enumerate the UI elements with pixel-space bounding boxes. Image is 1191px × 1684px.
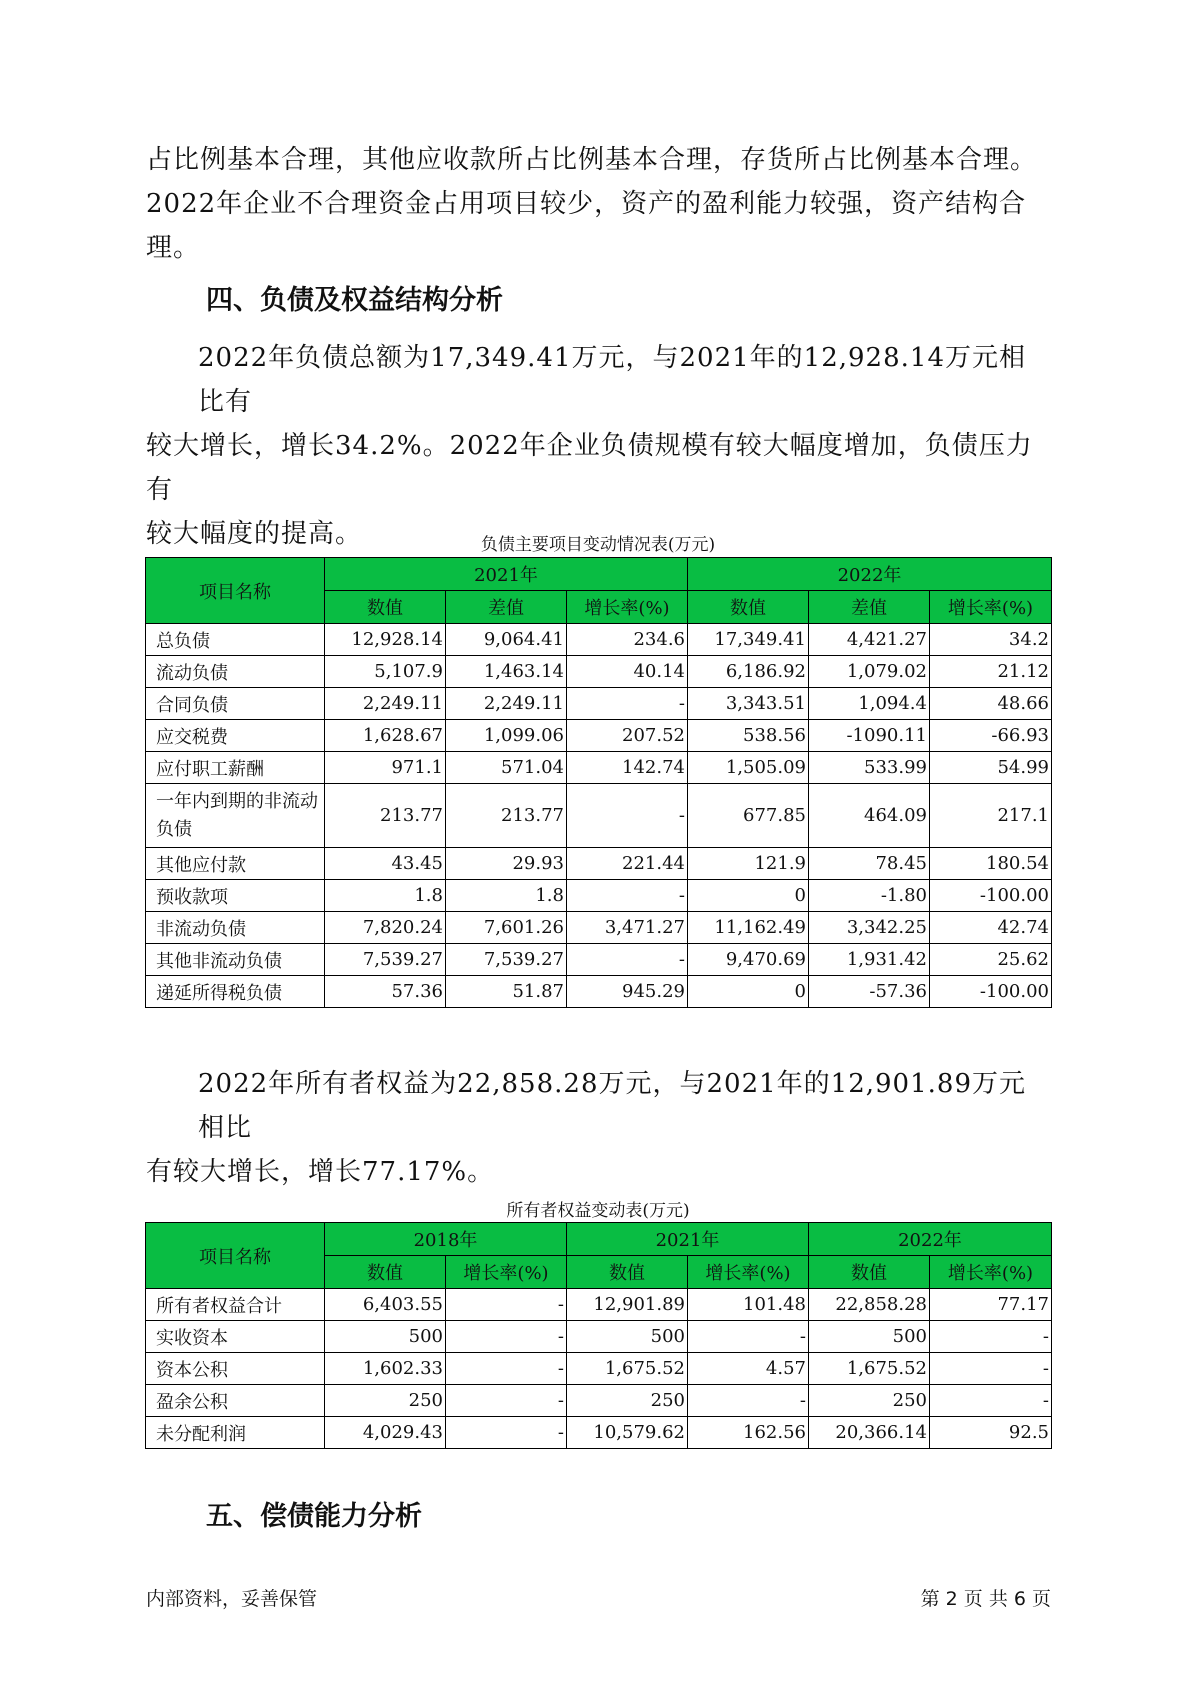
section-heading-liability-equity: 四、负债及权益结构分析 [206,285,503,316]
table-row [146,784,1052,848]
year-header: 2021年 [567,1223,809,1256]
row-value-cell: 5,107.9 [325,656,446,688]
row-value-cell: 12,901.89 [567,1289,688,1321]
row-value-cell: 1.8 [325,880,446,912]
row-value-cell: 500 [567,1321,688,1353]
row-value-cell: 57.36 [325,976,446,1008]
row-value-cell: 7,539.27 [446,944,567,976]
table-row [146,624,1052,656]
row-value-cell: 42.74 [930,912,1052,944]
row-value-cell: 9,470.69 [688,944,809,976]
row-value-cell: 3,342.25 [809,912,930,944]
row-value-cell: 12,928.14 [325,624,446,656]
row-value-cell: 10,579.62 [567,1417,688,1449]
row-value-cell: 40.14 [567,656,688,688]
row-value-cell: 101.48 [688,1289,809,1321]
table-row [146,944,1052,976]
row-value-cell: 1.8 [446,880,567,912]
sub-header: 数值 [567,1256,688,1289]
table-row [146,976,1052,1008]
row-value-cell: 180.54 [930,848,1052,880]
row-value-cell: 1,931.42 [809,944,930,976]
row-value-cell: -100.00 [930,976,1052,1008]
year-header: 2022年 [809,1223,1052,1256]
row-value-cell: - [567,688,688,720]
row-value-cell: - [567,784,688,848]
row-value-cell: 1,628.67 [325,720,446,752]
footer-page-number: 第 2 页 共 6 页 [920,1588,1051,1610]
row-value-cell: 43.45 [325,848,446,880]
row-value-cell: - [688,1385,809,1417]
row-value-cell: 0 [688,880,809,912]
row-value-cell: 533.99 [809,752,930,784]
row-value-cell: 6,403.55 [325,1289,446,1321]
row-value-cell: 142.74 [567,752,688,784]
equity-table-caption: 所有者权益变动表(万元) [506,1201,690,1221]
intro-line: 占比例基本合理，其他应收款所占比例基本合理，存货所占比例基本合理。 [146,145,1038,175]
row-value-cell: 0 [688,976,809,1008]
row-value-cell: - [567,880,688,912]
row-value-cell: 500 [809,1321,930,1353]
row-value-cell: -66.93 [930,720,1052,752]
row-value-cell: - [446,1289,567,1321]
table-row [146,1417,1052,1449]
table-row [146,720,1052,752]
row-item-name: 资本公积 [146,1353,325,1385]
liability-table [145,557,1052,1008]
row-item-name: 盈余公积 [146,1385,325,1417]
row-value-cell: 207.52 [567,720,688,752]
row-item-name: 预收款项 [146,880,325,912]
row-value-cell: - [930,1321,1052,1353]
row-value-cell: 34.2 [930,624,1052,656]
row-value-cell: 7,539.27 [325,944,446,976]
row-value-cell: - [446,1385,567,1417]
row-value-cell: 4,421.27 [809,624,930,656]
row-value-cell: 221.44 [567,848,688,880]
row-value-cell: 4,029.43 [325,1417,446,1449]
row-value-cell: 250 [809,1385,930,1417]
table-row [146,1385,1052,1417]
liability-line: 较大增长，增长34.2%。2022年企业负债规模有较大幅度增加，负债压力有 [146,431,1033,505]
row-item-name: 其他应付款 [146,848,325,880]
year-header: 2022年 [688,558,1052,591]
sub-header: 数值 [325,1256,446,1289]
table-row [146,1321,1052,1353]
liability-table-caption: 负债主要项目变动情况表(万元) [480,535,716,555]
row-value-cell: 945.29 [567,976,688,1008]
year-header: 2021年 [325,558,688,591]
row-value-cell: 7,601.26 [446,912,567,944]
equity-paragraph [146,1062,1046,1194]
row-value-cell: 3,343.51 [688,688,809,720]
row-value-cell: 213.77 [325,784,446,848]
table-row [146,752,1052,784]
row-item-name: 应交税费 [146,720,325,752]
liability-line: 较大幅度的提高。 [146,519,363,549]
item-name-header: 项目名称 [146,558,325,624]
row-value-cell: 1,505.09 [688,752,809,784]
row-value-cell: 677.85 [688,784,809,848]
row-item-name: 其他非流动负债 [146,944,325,976]
row-value-cell: - [446,1321,567,1353]
sub-header: 增长率(%) [930,1256,1052,1289]
row-value-cell: 7,820.24 [325,912,446,944]
row-value-cell: 22,858.28 [809,1289,930,1321]
row-value-cell: 1,099.06 [446,720,567,752]
table-row [146,848,1052,880]
year-header: 2018年 [325,1223,567,1256]
row-value-cell: 538.56 [688,720,809,752]
row-value-cell: 1,675.52 [809,1353,930,1385]
row-value-cell: 2,249.11 [325,688,446,720]
sub-header: 增长率(%) [446,1256,567,1289]
row-value-cell: 17,349.41 [688,624,809,656]
row-value-cell: 51.87 [446,976,567,1008]
row-value-cell: -100.00 [930,880,1052,912]
row-value-cell: 971.1 [325,752,446,784]
row-item-name: 非流动负债 [146,912,325,944]
equity-table [145,1222,1052,1449]
row-value-cell: -1.80 [809,880,930,912]
row-value-cell: 217.1 [930,784,1052,848]
row-value-cell: 29.93 [446,848,567,880]
row-value-cell: 4.57 [688,1353,809,1385]
row-value-cell: 9,064.41 [446,624,567,656]
liability-line: 2022年负债总额为17,349.41万元，与2021年的12,928.14万元相比有 [198,343,1026,417]
row-value-cell: 464.09 [809,784,930,848]
row-value-cell: 250 [325,1385,446,1417]
row-value-cell: 213.77 [446,784,567,848]
row-item-name: 所有者权益合计 [146,1289,325,1321]
row-item-name: 流动负债 [146,656,325,688]
intro-paragraph [146,138,1046,270]
row-value-cell: 54.99 [930,752,1052,784]
row-value-cell: 500 [325,1321,446,1353]
row-value-cell: -1090.11 [809,720,930,752]
row-value-cell: 1,094.4 [809,688,930,720]
row-value-cell: - [567,944,688,976]
row-item-name: 递延所得税负债 [146,976,325,1008]
row-value-cell: 234.6 [567,624,688,656]
row-value-cell: 92.5 [930,1417,1052,1449]
table-row [146,1353,1052,1385]
section-heading-solvency: 五、偿债能力分析 [206,1501,422,1532]
item-name-header: 项目名称 [146,1223,325,1289]
table-row [146,688,1052,720]
row-value-cell: -57.36 [809,976,930,1008]
row-value-cell: 1,675.52 [567,1353,688,1385]
row-item-name: 一年内到期的非流动负债 [146,784,325,848]
row-value-cell: 121.9 [688,848,809,880]
row-value-cell: - [446,1353,567,1385]
row-value-cell: 78.45 [809,848,930,880]
row-value-cell: - [446,1417,567,1449]
row-value-cell: 250 [567,1385,688,1417]
row-item-name: 合同负债 [146,688,325,720]
sub-header: 差值 [446,591,567,624]
row-value-cell: 48.66 [930,688,1052,720]
intro-line: 理。 [146,233,201,263]
row-value-cell: 25.62 [930,944,1052,976]
equity-line: 有较大增长，增长77.17%。 [146,1157,495,1187]
table-row [146,1289,1052,1321]
sub-header: 数值 [325,591,446,624]
row-value-cell: 3,471.27 [567,912,688,944]
row-item-name: 总负债 [146,624,325,656]
row-value-cell: 77.17 [930,1289,1052,1321]
row-value-cell: 1,079.02 [809,656,930,688]
row-value-cell: - [930,1353,1052,1385]
sub-header: 数值 [688,591,809,624]
row-value-cell: 20,366.14 [809,1417,930,1449]
row-value-cell: 11,162.49 [688,912,809,944]
table-row [146,912,1052,944]
row-value-cell: 21.12 [930,656,1052,688]
table-row [146,880,1052,912]
sub-header: 增长率(%) [567,591,688,624]
row-value-cell: - [930,1385,1052,1417]
sub-header: 差值 [809,591,930,624]
row-item-name: 未分配利润 [146,1417,325,1449]
footer-confidential-note: 内部资料，妥善保管 [146,1588,318,1610]
row-value-cell: 6,186.92 [688,656,809,688]
liability-paragraph [146,336,1046,556]
row-value-cell: 1,602.33 [325,1353,446,1385]
row-item-name: 实收资本 [146,1321,325,1353]
equity-line: 2022年所有者权益为22,858.28万元，与2021年的12,901.89万元相比 [198,1069,1026,1143]
intro-line: 2022年企业不合理资金占用项目较少，资产的盈利能力较强，资产结构合 [146,189,1027,219]
sub-header: 增长率(%) [688,1256,809,1289]
row-value-cell: - [688,1321,809,1353]
row-value-cell: 571.04 [446,752,567,784]
row-value-cell: 2,249.11 [446,688,567,720]
row-value-cell: 162.56 [688,1417,809,1449]
sub-header: 增长率(%) [930,591,1052,624]
sub-header: 数值 [809,1256,930,1289]
row-item-name: 应付职工薪酬 [146,752,325,784]
row-value-cell: 1,463.14 [446,656,567,688]
table-row [146,656,1052,688]
